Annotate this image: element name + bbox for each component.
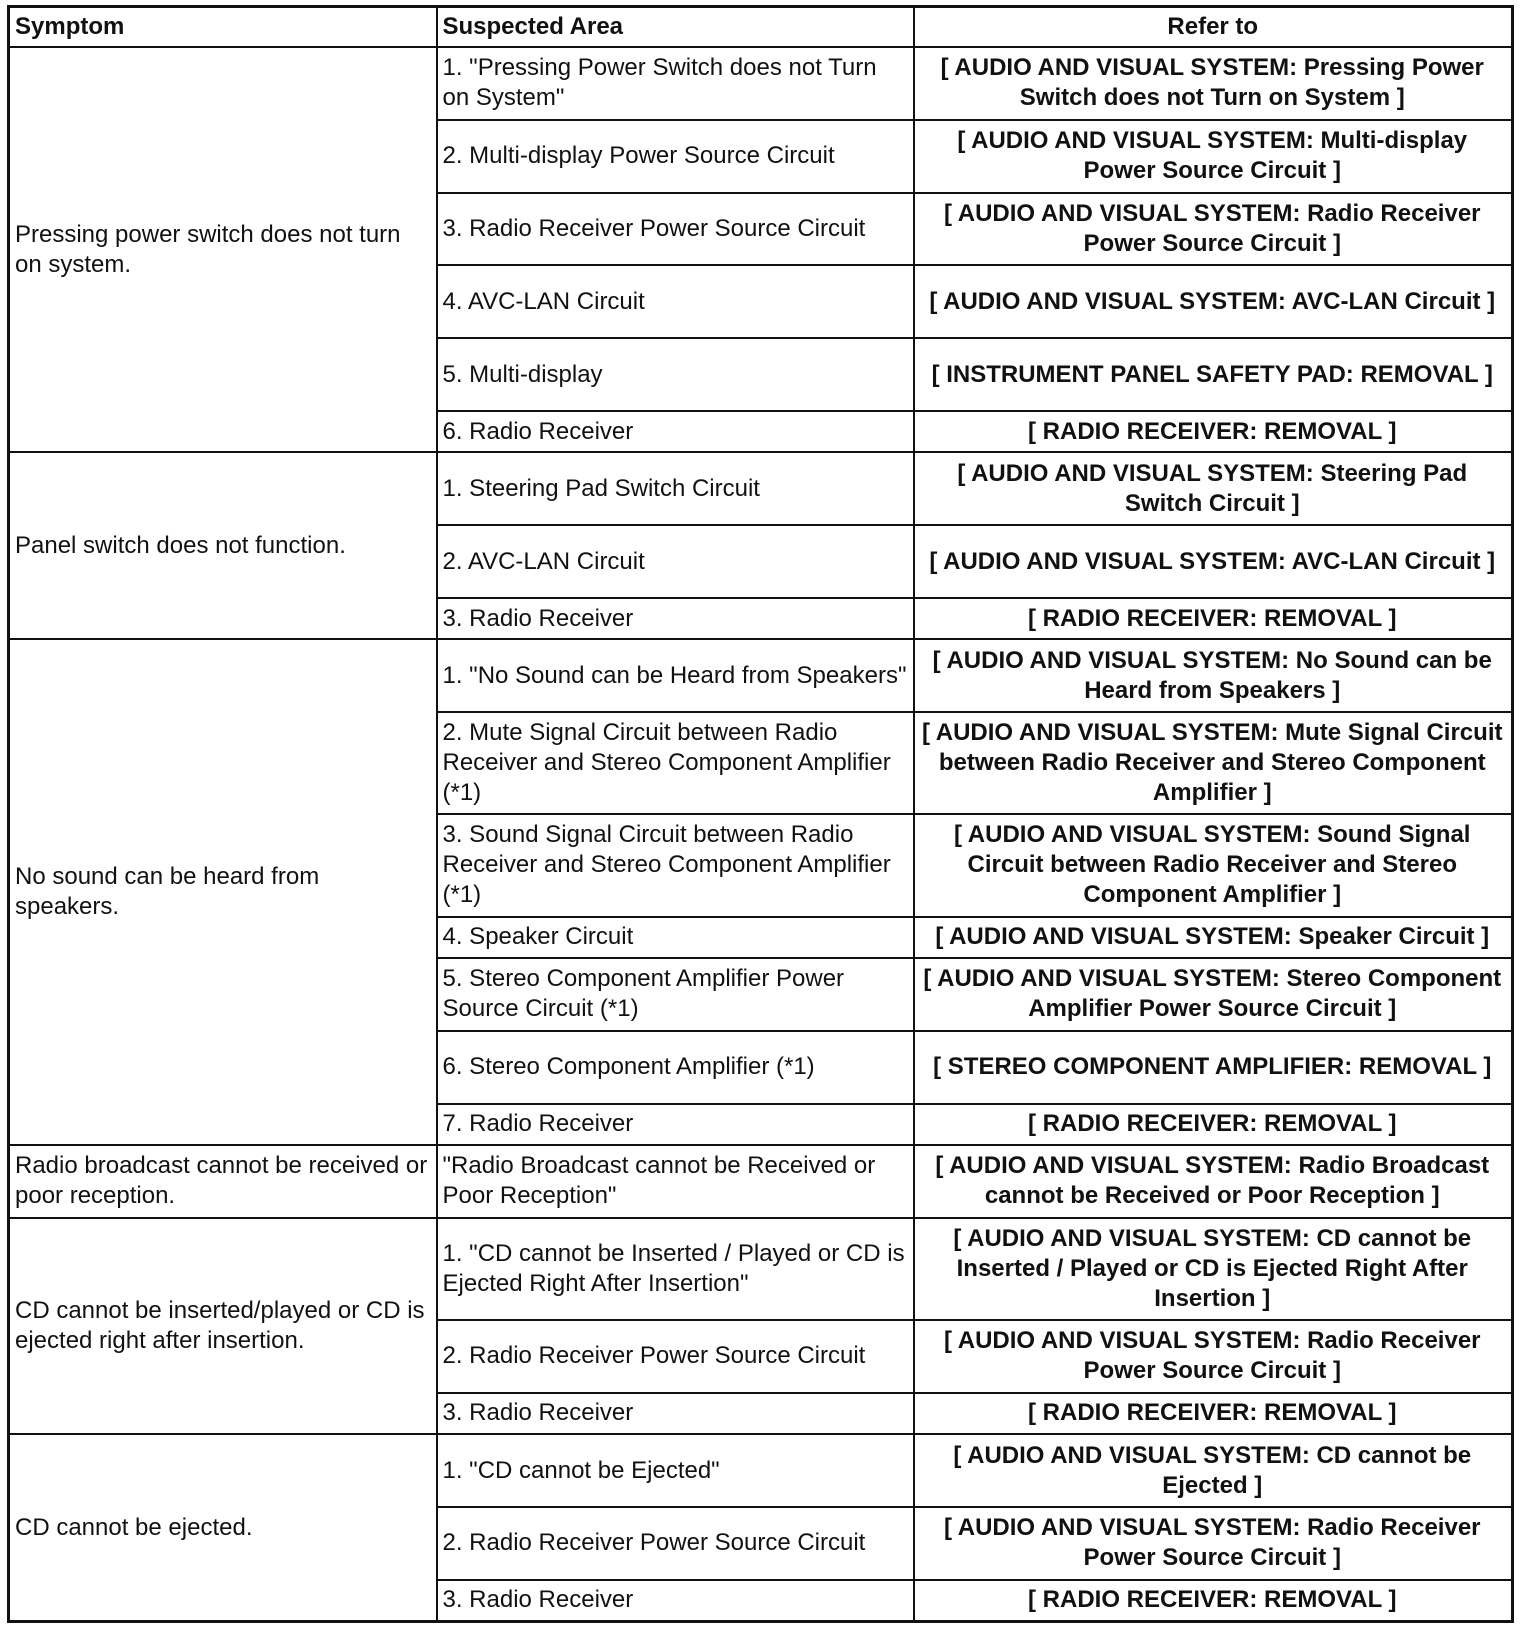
suspected-area-cell: 3. Radio Receiver (437, 1393, 914, 1434)
refer-to-link[interactable]: [ AUDIO AND VISUAL SYSTEM: CD cannot be Inserted / Played or CD is Ejected Right After Insertion ] (914, 1218, 1513, 1320)
refer-to-link[interactable]: [ AUDIO AND VISUAL SYSTEM: AVC-LAN Circuit ] (914, 265, 1513, 338)
refer-to-link[interactable]: [ RADIO RECEIVER: REMOVAL ] (914, 411, 1513, 452)
suspected-area-cell: 3. Radio Receiver (437, 1580, 914, 1622)
symptom-cell: CD cannot be ejected. (9, 1434, 437, 1621)
suspected-area-cell: 4. Speaker Circuit (437, 917, 914, 958)
refer-to-link[interactable]: [ AUDIO AND VISUAL SYSTEM: Sound Signal Circuit between Radio Receiver and Stereo Component Amplifier ] (914, 814, 1513, 916)
suspected-area-cell: 2. Multi-display Power Source Circuit (437, 120, 914, 193)
suspected-area-cell: 3. Radio Receiver (437, 598, 914, 639)
suspected-area-cell: 5. Stereo Component Amplifier Power Source Circuit (*1) (437, 958, 914, 1031)
suspected-area-cell: 1. "CD cannot be Inserted / Played or CD is Ejected Right After Insertion" (437, 1218, 914, 1320)
suspected-area-cell: 1. Steering Pad Switch Circuit (437, 452, 914, 525)
header-refer-to: Refer to (914, 7, 1513, 48)
refer-to-link[interactable]: [ AUDIO AND VISUAL SYSTEM: AVC-LAN Circuit ] (914, 525, 1513, 598)
table-row (9, 639, 1513, 712)
refer-to-link[interactable]: [ RADIO RECEIVER: REMOVAL ] (914, 1393, 1513, 1434)
refer-to-link[interactable]: [ RADIO RECEIVER: REMOVAL ] (914, 1104, 1513, 1145)
suspected-area-cell: 2. Radio Receiver Power Source Circuit (437, 1320, 914, 1393)
refer-to-link[interactable]: [ RADIO RECEIVER: REMOVAL ] (914, 598, 1513, 639)
symptom-cell: CD cannot be inserted/played or CD is ejected right after insertion. (9, 1218, 437, 1434)
suspected-area-cell: 3. Sound Signal Circuit between Radio Receiver and Stereo Component Amplifier (*1) (437, 814, 914, 916)
suspected-area-cell: 6. Stereo Component Amplifier (*1) (437, 1031, 914, 1104)
table-row (9, 452, 1513, 525)
refer-to-link[interactable]: [ AUDIO AND VISUAL SYSTEM: Pressing Power Switch does not Turn on System ] (914, 47, 1513, 120)
table-row (9, 47, 1513, 120)
refer-to-link[interactable]: [ RADIO RECEIVER: REMOVAL ] (914, 1580, 1513, 1622)
suspected-area-cell: 6. Radio Receiver (437, 411, 914, 452)
refer-to-link[interactable]: [ AUDIO AND VISUAL SYSTEM: Speaker Circuit ] (914, 917, 1513, 958)
symptom-cell: Pressing power switch does not turn on system. (9, 47, 437, 452)
refer-to-link[interactable]: [ AUDIO AND VISUAL SYSTEM: Multi-display Power Source Circuit ] (914, 120, 1513, 193)
refer-to-link[interactable]: [ AUDIO AND VISUAL SYSTEM: Steering Pad Switch Circuit ] (914, 452, 1513, 525)
header-suspected-area: Suspected Area (437, 7, 914, 48)
refer-to-link[interactable]: [ INSTRUMENT PANEL SAFETY PAD: REMOVAL ] (914, 338, 1513, 411)
refer-to-link[interactable]: [ AUDIO AND VISUAL SYSTEM: Stereo Component Amplifier Power Source Circuit ] (914, 958, 1513, 1031)
suspected-area-cell: 3. Radio Receiver Power Source Circuit (437, 193, 914, 266)
troubleshooting-table (7, 5, 1514, 1623)
symptom-cell: Radio broadcast cannot be received or poor reception. (9, 1145, 437, 1218)
table-row (9, 1145, 1513, 1218)
symptom-cell: No sound can be heard from speakers. (9, 639, 437, 1145)
suspected-area-cell: 1. "Pressing Power Switch does not Turn on System" (437, 47, 914, 120)
symptom-cell: Panel switch does not function. (9, 452, 437, 639)
refer-to-link[interactable]: [ AUDIO AND VISUAL SYSTEM: Radio Receiver Power Source Circuit ] (914, 1507, 1513, 1580)
refer-to-link[interactable]: [ AUDIO AND VISUAL SYSTEM: CD cannot be Ejected ] (914, 1434, 1513, 1507)
table-row (9, 1434, 1513, 1507)
header-symptom: Symptom (9, 7, 437, 48)
refer-to-link[interactable]: [ AUDIO AND VISUAL SYSTEM: Radio Receiver Power Source Circuit ] (914, 193, 1513, 266)
refer-to-link[interactable]: [ AUDIO AND VISUAL SYSTEM: Mute Signal Circuit between Radio Receiver and Stereo Component Amplifier ] (914, 712, 1513, 814)
suspected-area-cell: 7. Radio Receiver (437, 1104, 914, 1145)
suspected-area-cell: 2. Radio Receiver Power Source Circuit (437, 1507, 914, 1580)
refer-to-link[interactable]: [ AUDIO AND VISUAL SYSTEM: Radio Receiver Power Source Circuit ] (914, 1320, 1513, 1393)
refer-to-link[interactable]: [ AUDIO AND VISUAL SYSTEM: Radio Broadcast cannot be Received or Poor Reception ] (914, 1145, 1513, 1218)
suspected-area-cell: 2. AVC-LAN Circuit (437, 525, 914, 598)
refer-to-link[interactable]: [ STEREO COMPONENT AMPLIFIER: REMOVAL ] (914, 1031, 1513, 1104)
suspected-area-cell: 4. AVC-LAN Circuit (437, 265, 914, 338)
suspected-area-cell: "Radio Broadcast cannot be Received or Poor Reception" (437, 1145, 914, 1218)
suspected-area-cell: 5. Multi-display (437, 338, 914, 411)
suspected-area-cell: 2. Mute Signal Circuit between Radio Receiver and Stereo Component Amplifier (*1) (437, 712, 914, 814)
table-row (9, 1218, 1513, 1320)
suspected-area-cell: 1. "No Sound can be Heard from Speakers" (437, 639, 914, 712)
header-row (9, 7, 1513, 48)
suspected-area-cell: 1. "CD cannot be Ejected" (437, 1434, 914, 1507)
refer-to-link[interactable]: [ AUDIO AND VISUAL SYSTEM: No Sound can be Heard from Speakers ] (914, 639, 1513, 712)
